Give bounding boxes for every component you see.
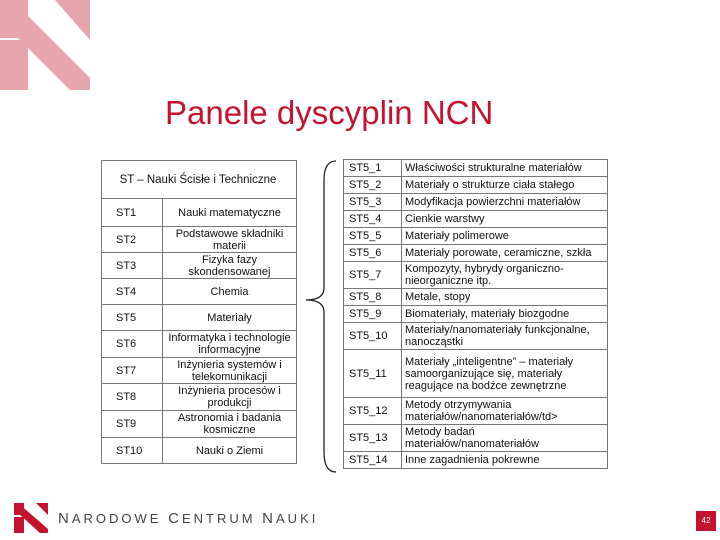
subpanel-desc: Inne zagadnienia pokrewne — [402, 452, 608, 469]
page-number: 42 — [696, 511, 716, 531]
subpanel-desc: Właściwości strukturalne materiałów — [402, 160, 608, 177]
panel-name: Podstawowe składniki materii — [163, 227, 297, 253]
panel-code: ST2 — [102, 227, 163, 253]
panel-code: ST3 — [102, 253, 163, 279]
subpanel-code: ST5_12 — [344, 398, 402, 425]
subpanel-desc: Materiały polimerowe — [402, 228, 608, 245]
panel-code: ST8 — [102, 384, 163, 411]
subpanel-code: ST5_3 — [344, 194, 402, 211]
subpanel-desc: Cienkie warstwy — [402, 211, 608, 228]
subpanel-code: ST5_1 — [344, 160, 402, 177]
panel-name: Nauki matematyczne — [163, 199, 297, 227]
subpanels-table — [343, 159, 608, 469]
subpanel-code: ST5_8 — [344, 289, 402, 306]
panel-code: ST5 — [102, 305, 163, 331]
footer-institution-name: NARODOWE CENTRUM NAUKI — [58, 510, 319, 527]
panel-name: Chemia — [163, 279, 297, 305]
curly-brace-icon — [300, 160, 340, 473]
subpanel-code: ST5_4 — [344, 211, 402, 228]
subpanel-desc: Modyfikacja powierzchni materiałów — [402, 194, 608, 211]
subpanel-code: ST5_7 — [344, 262, 402, 289]
table-header: ST – Nauki Ścisłe i Techniczne — [102, 161, 297, 199]
panel-name: Materiały — [163, 305, 297, 331]
panel-name: Fizyka fazy skondensowanej — [163, 253, 297, 279]
subpanel-code: ST5_11 — [344, 350, 402, 398]
subpanel-desc: Materiały o strukturze ciała stałego — [402, 177, 608, 194]
panel-name: Astronomia i badania kosmiczne — [163, 411, 297, 438]
ncn-logo-icon — [0, 0, 90, 90]
panel-code: ST10 — [102, 438, 163, 464]
subpanel-desc: Materiały/nanomateriały funkcjonalne, nanocząstki — [402, 323, 608, 350]
disciplines-table — [101, 160, 297, 464]
subpanel-code: ST5_5 — [344, 228, 402, 245]
subpanel-desc: Materiały porowate, ceramiczne, szkła — [402, 245, 608, 262]
subpanel-code: ST5_6 — [344, 245, 402, 262]
panel-code: ST1 — [102, 199, 163, 227]
panel-code: ST7 — [102, 358, 163, 384]
panel-code: ST4 — [102, 279, 163, 305]
ncn-footer-logo-icon — [14, 503, 48, 533]
panel-name: Inżynieria procesów i produkcji — [163, 384, 297, 411]
panel-name: Inżynieria systemów i telekomunikacji — [163, 358, 297, 384]
subpanel-code: ST5_10 — [344, 323, 402, 350]
subpanel-code: ST5_13 — [344, 425, 402, 452]
subpanel-code: ST5_14 — [344, 452, 402, 469]
panel-name: Nauki o Ziemi — [163, 438, 297, 464]
subpanel-code: ST5_2 — [344, 177, 402, 194]
page-title: Panele dyscyplin NCN — [165, 94, 494, 131]
subpanel-desc: Biomateriały, materiały biozgodne — [402, 306, 608, 323]
subpanel-desc: Metale, stopy — [402, 289, 608, 306]
panel-code: ST9 — [102, 411, 163, 438]
subpanel-desc: Metody otrzymywania materiałów/nanomateriałów/td> — [402, 398, 608, 425]
subpanel-desc: Materiały „inteligentne” – materiały samoorganizujące się, materiały reagujące na bodźce zewnętrzne — [402, 350, 608, 398]
subpanel-desc: Metody badań materiałów/nanomateriałów — [402, 425, 608, 452]
panel-code: ST6 — [102, 331, 163, 358]
subpanel-code: ST5_9 — [344, 306, 402, 323]
panel-name: Informatyka i technologie informacyjne — [163, 331, 297, 358]
subpanel-desc: Kompozyty, hybrydy organiczno-nieorganiczne itp. — [402, 262, 608, 289]
